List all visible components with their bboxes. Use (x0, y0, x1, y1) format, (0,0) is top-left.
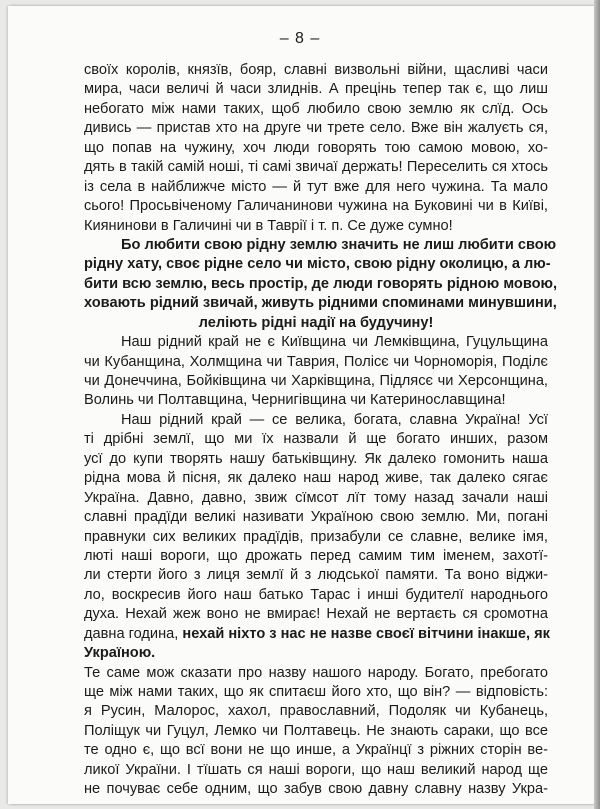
mixed-line (84, 625, 548, 644)
bold-line: Україною. (84, 645, 156, 662)
text-line: я Русин, Малорос, хахол, православний, Подоляк чи Кубанець, (84, 703, 548, 720)
text-line: Киянинови в Галичині чи в Таврії і т. п. Се дуже сумно! (84, 217, 453, 234)
text-line: дять в такій самій ноші, ті самі звичаї держать! Переселить ся хтось (84, 159, 548, 176)
body-text (84, 61, 558, 800)
text-line: люті наші вороги, що дрожать перед самим тим іменем, захотї- (84, 547, 548, 564)
page-number: – 8 – (279, 30, 321, 47)
text-line: із села в найближче місто — й тут вже для него чужина. Та мало (84, 178, 548, 195)
text-line: духа. Нехай жеж воно не вмирає! Нехай не вертаєть ся сромотна (84, 606, 548, 623)
text-line: Україна. Давно, давно, звиж сїмсот лїт тому назад зачали наші (84, 489, 548, 506)
bold-line: бити всю землю, весь простір, де люди говорять рідною мовою, (84, 275, 558, 292)
text-line: ще між нами таких, що як спитаєш його хто, що він? — відповість: (84, 684, 548, 700)
text-line: сього! Просьвіченому Галичанинови чужина на Буковині чи в Київі, (84, 198, 548, 215)
bold-line: рідну хату, своє рідне село чи місто, свою рідну околицю, а лю- (84, 256, 551, 273)
bold-line: леліють рідні надії на будучину! (198, 314, 434, 331)
text-line: ті дрібні землї, що ми їх назвали й ще богато инших, разом (84, 431, 548, 448)
text-line: своїх королів, князїв, бояр, славні визвольні війни, щасливі часи (84, 62, 548, 78)
text-line: мира, часи величі й часи злиднів. А прецінь тепер так є, що лиш (84, 81, 548, 98)
text-line: що попав на чужину, хоч люди говорять тою самою мовою, хо- (84, 139, 548, 156)
bold-span: нехай ніхто з нас не назве своєї вітчини інакше, як (182, 625, 550, 642)
text-line: Наш рідний край — се велика, богата, славна Україна! Усї (121, 411, 548, 428)
text-line: ликої України. І тїшать ся наші вороги, що наш великий народ ще (84, 761, 548, 778)
bold-line: Бо любити свою рідну землю значить не лиш любити свою (121, 236, 557, 253)
text-line: правнуки сих великих прадїдів, призабули се славне, велике імя, (84, 528, 548, 545)
text-line: не почуває себе одним, що забув свою давну славну назву Укра- (84, 781, 548, 798)
text-line: Наш рідний край не є Київщина чи Лемківщина, Гуцульщина (121, 334, 548, 351)
text-line: небогато між нами таких, щоб любило свою землю як слїд. Ось (84, 100, 548, 117)
text-line: усї до купи творять нашу батьківщину. Як далеко гомонить наша (84, 450, 548, 467)
text-line: чи Кубанщина, Холмщина чи Таврия, Полісє чи Чорноморія, Поділє (84, 353, 548, 370)
bold-line: ховають рідний звичай, живуть рідними споминами минувшини, (84, 295, 557, 312)
text-line: дивись — пристав хто на друге чи трете село. Вже він жалуєть ся, (84, 120, 548, 137)
text-line: Поліщук чи Гуцул, Лемко чи Полтавець. Не знають сараки, що все (84, 722, 548, 739)
text-span: давна година, (84, 625, 183, 642)
text-line: те одно є, що всї вони не що инше, а Українцї з ріжних сторін ве- (84, 742, 548, 759)
text-line: рідна мова й пісня, як далеко наш народ живе, так далеко сягає (84, 470, 548, 487)
text-line: ло, воскресив його наш батько Тарас і инші будителї народнього (84, 586, 548, 603)
text-line: Те саме мож сказати про назву нашого народу. Богато, пребогато (84, 664, 548, 681)
text-line: ли стерти його з лиця землї й з людської памяти. Та воно віджи- (84, 567, 548, 584)
text-line: чи Донеччина, Бойківщина чи Харківщина, Підлясє чи Херсонщина, (84, 373, 548, 389)
text-line: славні прадїди великі називати Україною свою землю. Ми, погані (84, 509, 548, 526)
page-edge-shadow (594, 0, 600, 809)
text-line: Волинь чи Полтавщина, Чернигівщина чи Катеринославщина! (84, 392, 506, 409)
